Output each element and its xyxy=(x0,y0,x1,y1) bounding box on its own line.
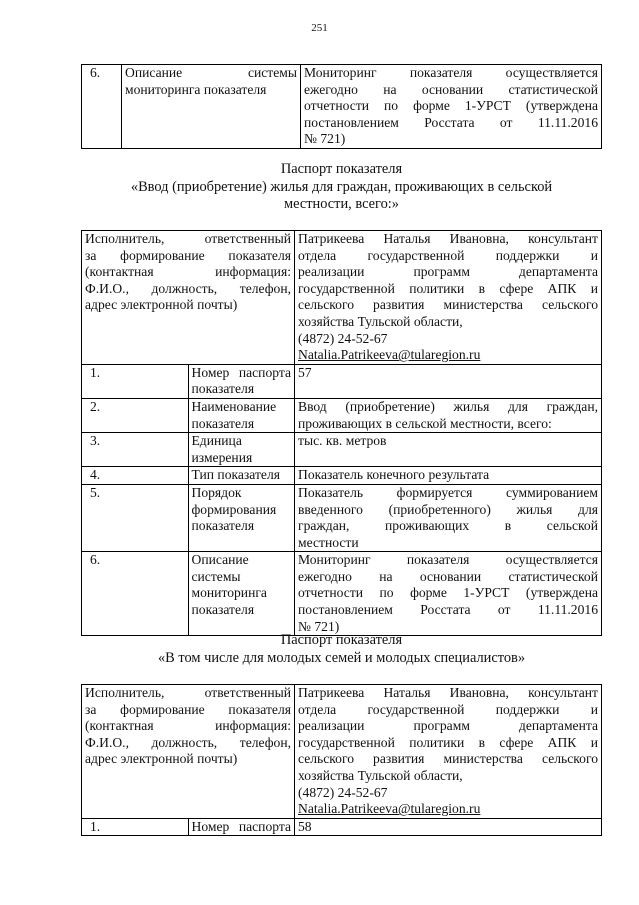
table-row: 5. Порядок формирования показателя Показатель формируется суммированием введенного (приобретенного) жилья для граждан, проживающих в сельской местности xyxy=(82,484,602,551)
table-row: 3. Единица измерения тыс. кв. метров xyxy=(82,433,602,467)
row-label: Описание системы мониторинга показателя xyxy=(122,65,301,149)
email-link[interactable]: Natalia.Patrikeeva@tularegion.ru xyxy=(298,347,481,363)
row-number: 6. xyxy=(82,65,122,149)
phone: (4872) 24-52-67 xyxy=(298,330,388,346)
table-row: 2. Наименование показателя Ввод (приобретение) жилья для граждан, проживающих в сельской местности, всего: xyxy=(82,398,602,432)
executor-value: Патрикеева Наталья Ивановна, консультант отдела государственной поддержки и реализации программ департамента государственной политики в сфере АПК и сельского развития министерства сельского хозяйства Тульской области, (4872) 24-52-67 Natalia.Patrikeeva@tularegion.ru xyxy=(295,685,602,819)
table-row: 6. Описание системы мониторинга показателя Мониторинг показателя осуществляется ежегодно на основании статистической отчетности по форме 1-УРСТ (утверждена постановлением Росстата от 11.11.2016 № 721) xyxy=(82,552,602,636)
passport-table-2 xyxy=(81,684,602,836)
table-row: 1. Номер паспорта 58 xyxy=(82,818,602,836)
executor-label: Исполнитель, ответственный за формирование показателя (контактная информация: Ф.И.О., должность, телефон, адрес электронной почты) xyxy=(82,231,295,365)
row-value: Мониторинг показателя осуществляется ежегодно на основании статистической отчетности по форме 1-УРСТ (утверждена постановлением Росстата от 11.11.2016 № 721) xyxy=(301,65,602,149)
table-row: 1. Номер паспорта показателя 57 xyxy=(82,364,602,398)
email-link[interactable]: Natalia.Patrikeeva@tularegion.ru xyxy=(298,801,481,817)
passport-title-1: Паспорт показателя «Ввод (приобретение) жилья для граждан, проживающих в сельской местности, всего:» xyxy=(130,161,553,212)
phone: (4872) 24-52-67 xyxy=(298,784,388,800)
passport-title-2: Паспорт показателя «В том числе для молодых семей и молодых специалистов» xyxy=(157,632,526,666)
table-row xyxy=(82,65,602,149)
page-number: 251 xyxy=(311,22,328,34)
table-continued xyxy=(81,64,602,149)
table-row xyxy=(82,231,602,365)
executor-label: Исполнитель, ответственный за формирование показателя (контактная информация: Ф.И.О., должность, телефон, адрес электронной почты) xyxy=(82,685,295,819)
table-row xyxy=(82,685,602,819)
passport-table-1 xyxy=(81,230,602,636)
table-row: 4. Тип показателя Показатель конечного результата xyxy=(82,467,602,485)
executor-value: Патрикеева Наталья Ивановна, консультант отдела государственной поддержки и реализации программ департамента государственной политики в сфере АПК и сельского развития министерства сельского хозяйства Тульской области, (4872) 24-52-67 Natalia.Patrikeeva@tularegion.ru xyxy=(295,231,602,365)
